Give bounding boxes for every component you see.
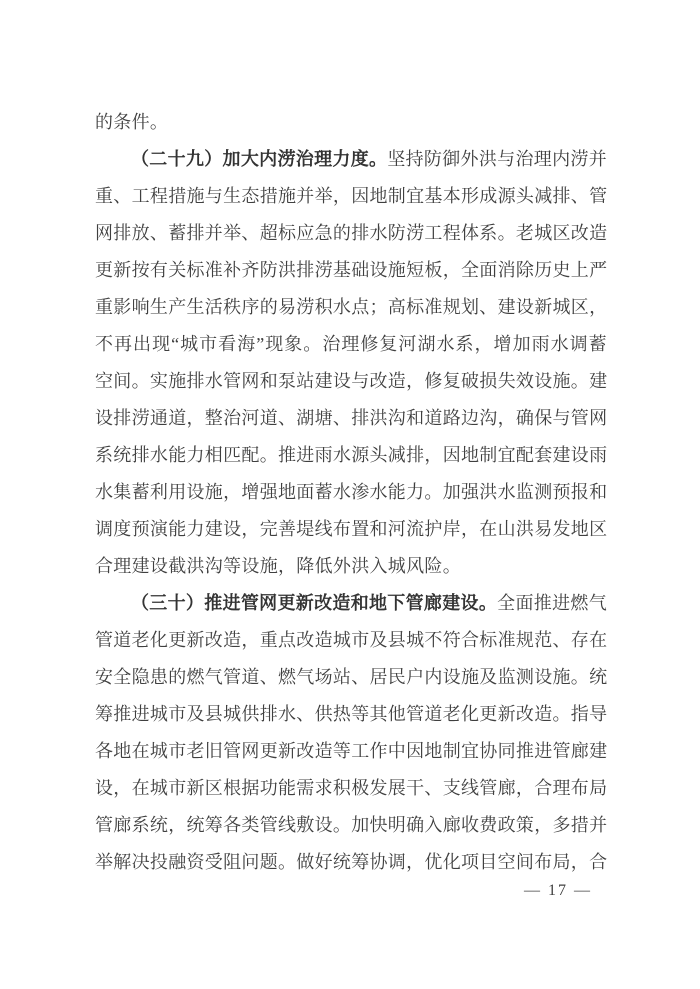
line-text: 调度预演能力建设，完善堤线布置和河流护岸，在山洪易发地区 [95, 519, 608, 539]
text-line [95, 215, 607, 252]
paragraph [95, 104, 607, 141]
text-line [95, 696, 607, 733]
document-body [95, 104, 607, 881]
text-line [95, 807, 607, 844]
line-text: 更新按有关标准补齐防洪排涝基础设施短板，全面消除历史上严 [95, 260, 608, 280]
text-line [95, 511, 607, 548]
text-line [95, 400, 607, 437]
text-line [95, 252, 607, 289]
line-text: 各地在城市老旧管网更新改造等工作中因地制宜协同推进管廊建 [95, 741, 608, 761]
line-text: 筹推进城市及县城供排水、供热等其他管道老化更新改造。指导 [95, 704, 608, 724]
line-text: 举解决投融资受阻问题。做好统筹协调，优化项目空间布局，合 [95, 852, 608, 872]
text-line [95, 363, 607, 400]
line-text: 系统排水能力相匹配。推进雨水源头减排，因地制宜配套建设雨 [95, 445, 608, 465]
text-line [95, 326, 607, 363]
page-number: — 17 — [524, 882, 592, 899]
text-line [95, 104, 607, 141]
line-text: 设，在城市新区根据功能需求积极发展干、支线管廊，合理布局 [95, 778, 608, 798]
line-text: 管道老化更新改造，重点改造城市及县城不符合标准规范、存在 [95, 630, 608, 650]
line-text: 全面推进燃气 [497, 593, 607, 613]
text-line [95, 178, 607, 215]
line-text: 重、工程措施与生态措施并举，因地制宜基本形成源头减排、管 [95, 186, 608, 206]
line-text: 坚持防御外洪与治理内涝并 [387, 149, 607, 169]
text-line [95, 141, 607, 178]
text-line [95, 474, 607, 511]
section-heading: （三十）推进管网更新改造和地下管廊建设。 [131, 593, 498, 613]
text-line [95, 585, 607, 622]
paragraph [95, 141, 607, 585]
text-line [95, 659, 607, 696]
line-text: 的条件。 [95, 112, 169, 132]
line-text: 安全隐患的燃气管道、燃气场站、居民户内设施及监测设施。统 [95, 667, 608, 687]
line-text: 空间。实施排水管网和泵站建设与改造，修复破损失效设施。建 [95, 371, 608, 391]
line-text: 管廊系统，统筹各类管线敷设。加快明确入廊收费政策，多措并 [95, 815, 608, 835]
text-line [95, 622, 607, 659]
text-line [95, 289, 607, 326]
line-text: 不再出现“城市看海”现象。治理修复河湖水系，增加雨水调蓄 [95, 334, 607, 354]
text-line [95, 548, 607, 585]
line-text: 网排放、蓄排并举、超标应急的排水防涝工程体系。老城区改造 [95, 223, 608, 243]
section-heading: （二十九）加大内涝治理力度。 [131, 149, 388, 169]
text-line [95, 437, 607, 474]
line-text: 水集蓄利用设施，增强地面蓄水渗水能力。加强洪水监测预报和 [95, 482, 608, 502]
text-line [95, 770, 607, 807]
paragraph [95, 585, 607, 881]
text-line [95, 733, 607, 770]
text-line [95, 844, 607, 881]
line-text: 重影响生产生活秩序的易涝积水点；高标准规划、建设新城区， [95, 297, 608, 317]
line-text: 设排涝通道，整治河道、湖塘、排洪沟和道路边沟，确保与管网 [95, 408, 608, 428]
line-text: 合理建设截洪沟等设施，降低外洪入城风险。 [95, 556, 461, 576]
